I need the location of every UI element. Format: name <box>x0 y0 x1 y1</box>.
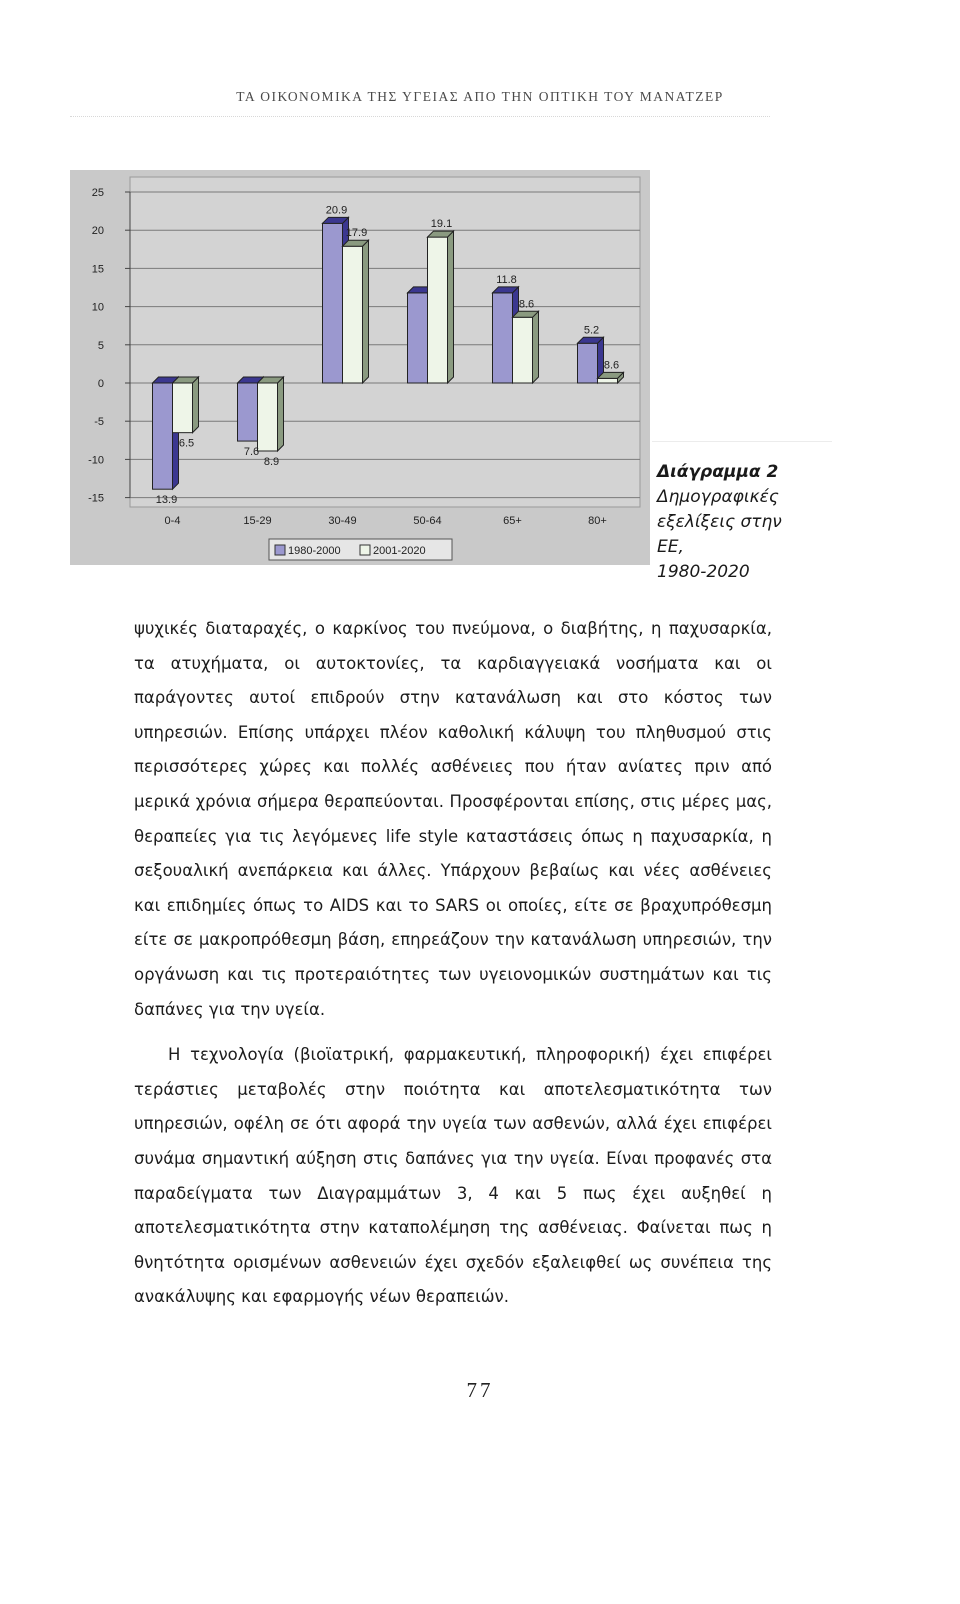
y-tick-label: 0 <box>97 378 104 390</box>
bar-1980-2000-65+ <box>493 293 513 383</box>
chart-svg <box>70 170 650 565</box>
data-label: 8.9 <box>263 455 280 468</box>
demographic-bar-chart <box>70 170 650 565</box>
paragraph-1: ψυχικές διαταραχές, ο καρκίνος του πνεύμονα, ο διαβήτης, η παχυσαρκία, τα ατυχήματα, οι αυτοκτονίες, τα καρδιαγγειακά νοσήματα και οι παράγοντες αυτοί επιδρούν στην κατανάλωση και στο κόστος των υπηρεσιών. Επίσης υπάρχει πλέον καθολική κάλυψη του πληθυσμού στις περισσότερες χώρες και πολλές ασθένειες που ήταν ανίατες πριν από μερικά χρόνια σήμερα θεραπεύονται. Προσφέρονται επίσης, στις μέρες μας, θεραπείες για τις λεγόμενες life style καταστάσεις όπως η παχυσαρκία, η σεξουαλική ανεπάρκεια και άλλες. Υπάρχουν βεβαίως και νέες ασθένειες και επιδημίες όπως το AIDS και το SARS οι οποίες, είτε σε βραχυπρόθεσμη είτε σε μακροπρόθεσμη βάση, επηρεάζουν την κατανάλωση υπηρεσιών, την οργάνωση και τις προτεραιότητες των υγειονομικών συστημάτων και τις δαπάνες για την υγεία. <box>134 619 772 1019</box>
plot-area <box>130 177 640 507</box>
legend-label-1980-2000: 1980-2000 <box>288 545 341 557</box>
x-category-label: 65+ <box>503 515 522 527</box>
bar-2001-2020-0-4 <box>173 383 193 433</box>
bar-1980-2000-50-64 <box>408 293 428 383</box>
running-header: ΤΑ ΟΙΚΟΝΟΜΙΚΑ ΤΗΣ ΥΓΕΙΑΣ ΑΠΟ ΤΗΝ ΟΠΤΙΚΗ ΤΟΥ ΜΑΝΑΤΖΕΡ <box>236 89 724 104</box>
legend-swatch-2001-2020 <box>360 545 370 555</box>
figure-caption <box>657 460 797 585</box>
legend-swatch-1980-2000 <box>275 545 285 555</box>
data-label: 20.9 <box>325 204 348 217</box>
bar-1980-2000-80+ <box>578 343 598 383</box>
bar-2001-2020-80+ <box>598 378 618 383</box>
data-label: 7.6 <box>243 446 260 459</box>
x-category-label: 30-49 <box>328 515 357 527</box>
page-number: 77 <box>466 1378 494 1402</box>
y-tick-label: 5 <box>97 339 104 352</box>
caption-line-2: εξελίξεις στην ΕΕ, <box>657 512 782 557</box>
data-label: 11.8 <box>496 273 517 286</box>
bar-side-2001-2020-30-49 <box>363 240 369 383</box>
paragraph-2: Η τεχνολογία (βιοϊατρική, φαρμακευτική, πληροφορική) έχει επιφέρει τεράστιες μεταβολές στην ποιότητα και αποτελεσματικότητα των υπηρεσιών, οφέλη σε ότι αφορά την υγεία των ασθενών, αλλά έχει επιφέρει συνάμα σημαντική αύξηση στις δαπάνες για την υγεία. Είναι προφανές στα παραδείγματα των Διαγραμμάτων 3, 4 και 5 πως έχει αυξηθεί η αποτελεσματικότητα στην καταπολέμηση της ασθένειας. Φαίνεται πως η θνητότητα ορισμένων ασθενειών έχει σχεδόν εξαλειφθεί ως συνέπεια της ανακάλυψης και εφαρμογής νέων θεραπειών. <box>134 1045 772 1307</box>
y-tick-label: -15 <box>88 492 104 505</box>
y-tick-label: 15 <box>91 263 104 276</box>
data-label: 13.9 <box>155 494 178 507</box>
x-category-label: 80+ <box>588 515 607 527</box>
y-tick-label: -5 <box>94 416 104 429</box>
x-category-label: 50-64 <box>413 515 442 527</box>
data-label: 5.2 <box>583 324 600 337</box>
data-label: 19.1 <box>430 218 453 231</box>
data-label: 8.6 <box>518 298 535 311</box>
chart-legend <box>269 539 452 560</box>
y-tick-label: -10 <box>88 454 104 467</box>
y-tick-label: 20 <box>91 225 104 238</box>
caption-line-1: Δημογραφικές <box>657 487 779 507</box>
caption-title: Διάγραμμα 2 <box>657 462 779 482</box>
body-text <box>134 612 772 1315</box>
data-label: 8.6 <box>603 359 620 372</box>
data-label: 6.5 <box>178 437 195 450</box>
bar-2001-2020-50-64 <box>428 237 448 383</box>
bar-1980-2000-30-49 <box>323 223 343 383</box>
bar-2001-2020-15-29 <box>258 383 278 451</box>
x-category-label: 15-29 <box>243 515 272 527</box>
bar-1980-2000-15-29 <box>238 383 258 441</box>
bar-2001-2020-30-49 <box>343 246 363 383</box>
header-divider <box>70 116 770 117</box>
bar-1980-2000-0-4 <box>153 383 173 489</box>
bar-side-2001-2020-65+ <box>533 311 539 383</box>
caption-divider <box>652 441 832 442</box>
bar-2001-2020-65+ <box>513 317 533 383</box>
y-tick-label: 10 <box>91 301 104 314</box>
bar-side-2001-2020-50-64 <box>448 231 454 383</box>
x-category-label: 0-4 <box>164 515 181 527</box>
legend-label-2001-2020: 2001-2020 <box>373 545 426 557</box>
y-tick-label: 25 <box>91 187 104 199</box>
bar-side-2001-2020-0-4 <box>193 377 199 433</box>
data-label: 17.9 <box>345 227 368 240</box>
caption-line-3: 1980-2020 <box>657 562 750 582</box>
bar-side-2001-2020-15-29 <box>278 377 284 451</box>
